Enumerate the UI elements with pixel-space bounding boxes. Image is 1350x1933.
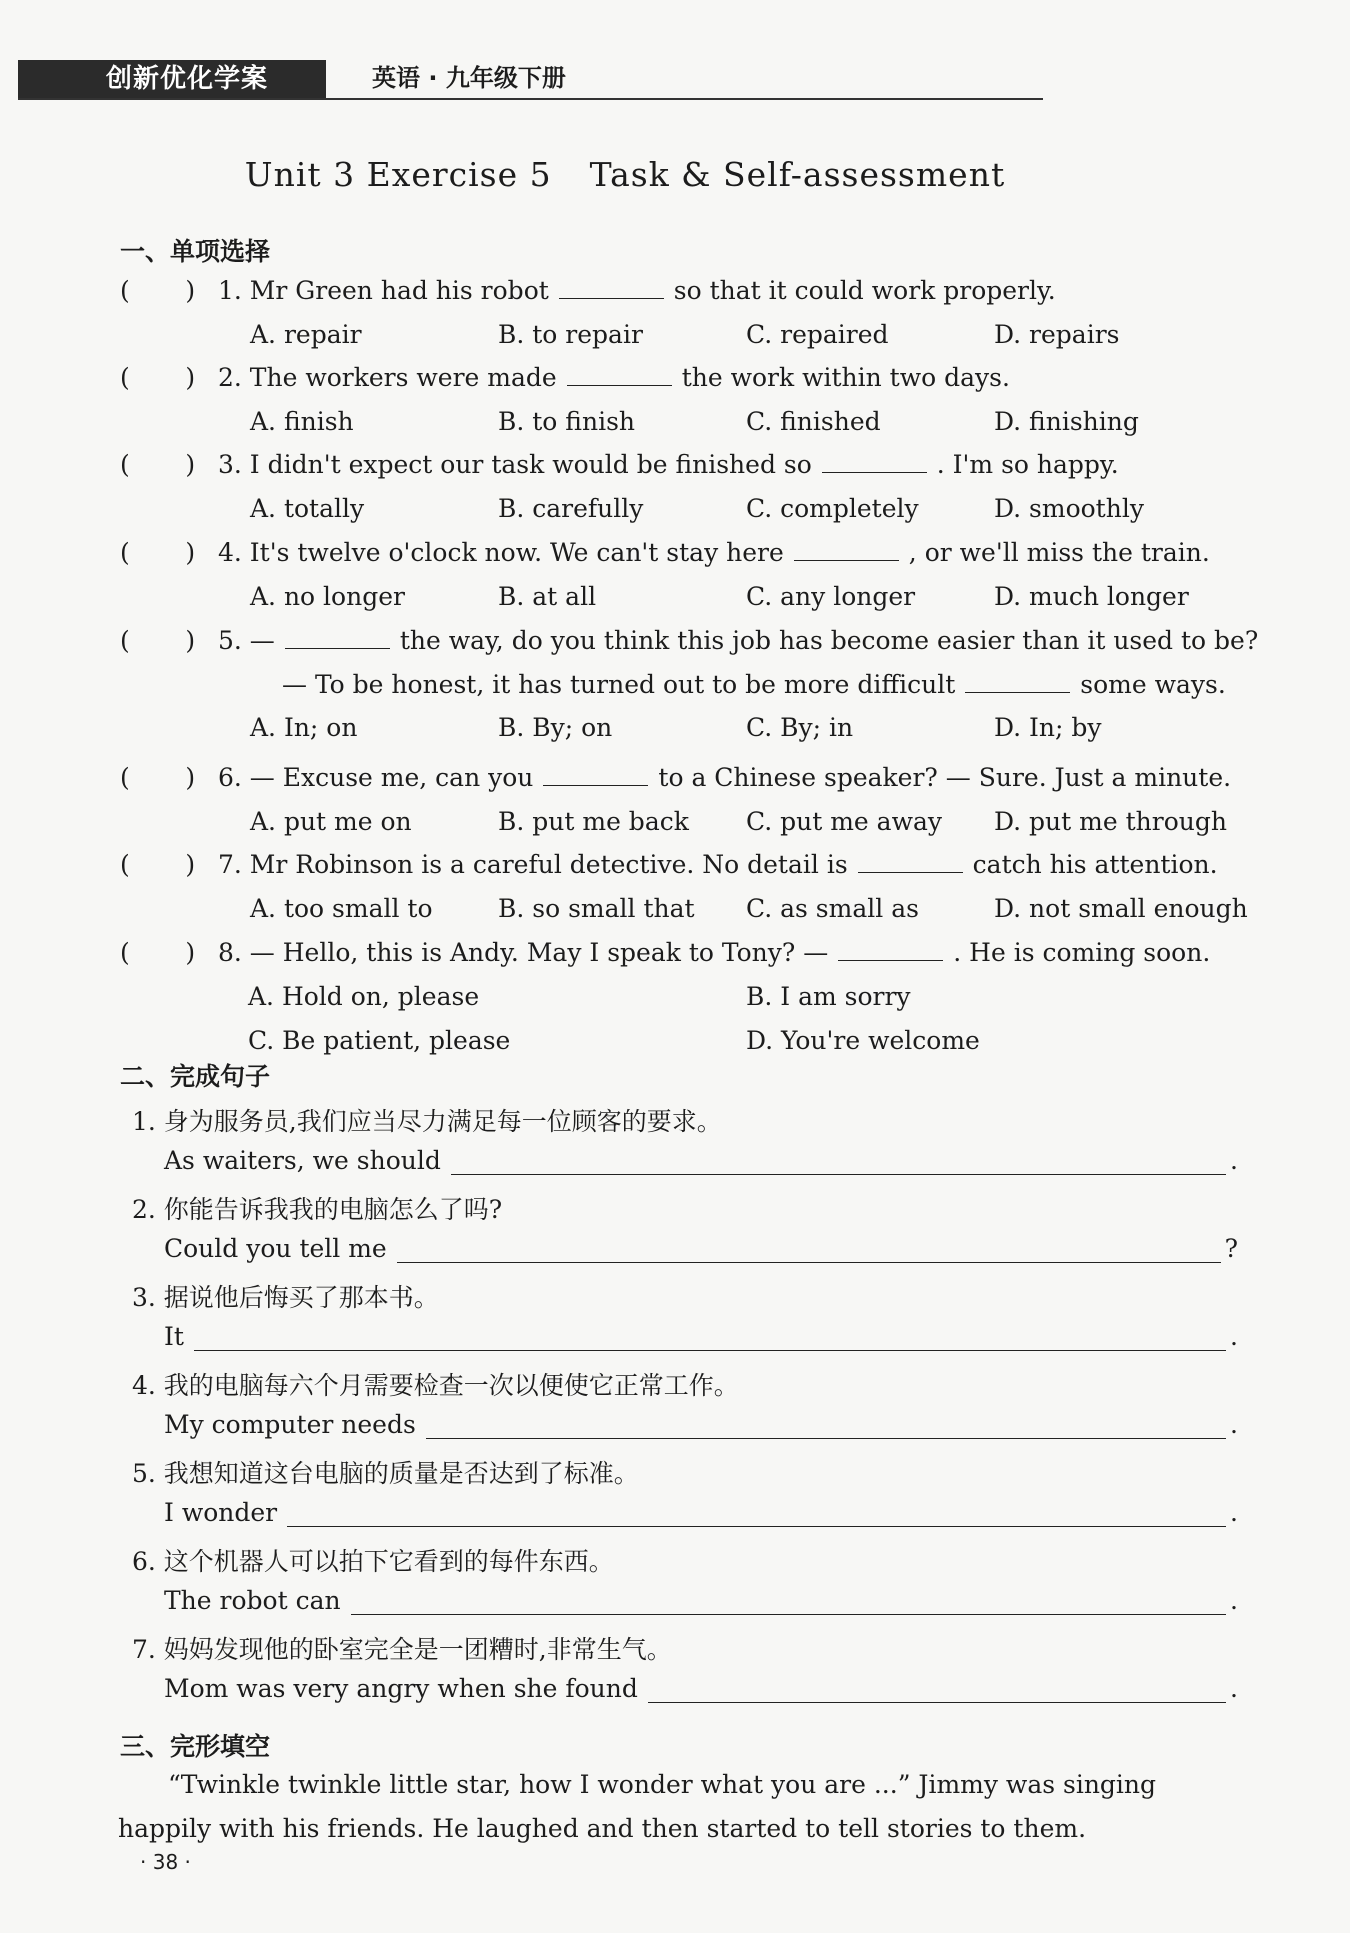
answer-parentheses[interactable]: ( ) (120, 763, 196, 792)
question-5-line2 (282, 670, 1226, 699)
option-d: D. In; by (994, 713, 1102, 742)
answer-line[interactable] (648, 1676, 1226, 1703)
option-b: B. so small that (498, 894, 695, 923)
question-reply-end: some ways. (1080, 670, 1226, 699)
section-heading-cloze: 三、完形填空 (120, 1732, 271, 1761)
answer-parentheses[interactable]: ( ) (120, 276, 196, 305)
sentence-start: Could you tell me (164, 1234, 387, 1263)
question-reply: — To be honest, it has turned out to be more difficult (282, 670, 956, 699)
question-stem-end: the way, do you think this job has become easier than it used to be? (399, 626, 1259, 655)
option-c: C. as small as (746, 894, 919, 923)
answer-parentheses[interactable]: ( ) (120, 363, 196, 392)
sentence-start: Mom was very angry when she found (164, 1674, 638, 1703)
option-d: D. finishing (994, 407, 1139, 436)
question-stem: 8. — Hello, this is Andy. May I speak to Tony? — (218, 938, 829, 967)
option-c: C. repaired (746, 320, 889, 349)
english-sentence (164, 1234, 1238, 1263)
answer-parentheses[interactable]: ( ) (120, 538, 196, 567)
option-d: D. not small enough (994, 894, 1248, 923)
answer-line[interactable] (397, 1236, 1221, 1263)
option-b: B. to finish (498, 407, 636, 436)
question-stem-end: the work within two days. (681, 363, 1010, 392)
question-stem: 1. Mr Green had his robot (218, 276, 549, 305)
answer-blank[interactable] (965, 691, 1070, 693)
chinese-prompt: 6. 这个机器人可以拍下它看到的每件东西。 (132, 1547, 614, 1576)
option-c: C. completely (746, 494, 919, 523)
option-d: D. repairs (994, 320, 1120, 349)
question-stem: 6. — Excuse me, can you (218, 763, 534, 792)
question-6 (120, 763, 1231, 792)
title-exercise: Unit 3 Exercise 5 (244, 155, 552, 194)
option-d: D. put me through (994, 807, 1227, 836)
option-c: C. Be patient, please (248, 1026, 511, 1055)
answer-blank[interactable] (559, 297, 664, 299)
question-stem: 5. — (218, 626, 275, 655)
option-b: B. at all (498, 582, 597, 611)
option-a: A. Hold on, please (248, 982, 480, 1011)
answer-blank[interactable] (838, 959, 943, 961)
sentence-end: . (1230, 1498, 1238, 1527)
question-stem-end: to a Chinese speaker? — Sure. Just a minute. (658, 763, 1232, 792)
question-8 (120, 938, 1210, 967)
answer-line[interactable] (351, 1588, 1226, 1615)
chinese-prompt: 5. 我想知道这台电脑的质量是否达到了标准。 (132, 1459, 639, 1488)
answer-line[interactable] (451, 1148, 1226, 1175)
answer-line[interactable] (426, 1412, 1226, 1439)
sentence-start: My computer needs (164, 1410, 416, 1439)
question-2 (120, 363, 1010, 392)
english-sentence (164, 1410, 1238, 1439)
english-sentence (164, 1498, 1238, 1527)
option-d: D. You're welcome (746, 1026, 980, 1055)
option-a: A. no longer (250, 582, 405, 611)
question-stem: 4. It's twelve o'clock now. We can't stay here (218, 538, 784, 567)
header-divider (18, 98, 1043, 100)
brand-logo: 创新优化学案 (18, 60, 326, 98)
question-stem-end: , or we'll miss the train. (908, 538, 1210, 567)
answer-blank[interactable] (822, 471, 927, 473)
sentence-end: ? (1224, 1234, 1238, 1263)
answer-blank[interactable] (794, 559, 899, 561)
option-c: C. put me away (746, 807, 943, 836)
sentence-start: As waiters, we should (164, 1146, 441, 1175)
header-subject: 英语 · 九年级下册 (372, 64, 566, 92)
chinese-prompt: 2. 你能告诉我我的电脑怎么了吗? (132, 1195, 503, 1224)
question-stem: 2. The workers were made (218, 363, 557, 392)
sentence-start: The robot can (164, 1586, 341, 1615)
option-b: B. carefully (498, 494, 644, 523)
section-heading-choice: 一、单项选择 (120, 237, 271, 266)
answer-line[interactable] (194, 1324, 1226, 1351)
chinese-prompt: 4. 我的电脑每六个月需要检查一次以便使它正常工作。 (132, 1371, 739, 1400)
option-c: C. any longer (746, 582, 916, 611)
answer-blank[interactable] (543, 784, 648, 786)
cloze-paragraph: “Twinkle twinkle little star, how I wonder what you are ...” Jimmy was singing happily with his friends. He laughed and then started to tell stories to them. (118, 1770, 1157, 1843)
english-sentence (164, 1322, 1238, 1351)
option-a: A. too small to (250, 894, 433, 923)
sentence-end: . (1230, 1586, 1238, 1615)
sentence-end: . (1230, 1410, 1238, 1439)
answer-blank[interactable] (567, 384, 672, 386)
title-topic: Task & Self-assessment (589, 155, 1006, 194)
english-sentence (164, 1146, 1238, 1175)
option-a: A. repair (250, 320, 362, 349)
chinese-prompt: 1. 身为服务员,我们应当尽力满足每一位顾客的要求。 (132, 1107, 722, 1136)
question-stem-end: so that it could work properly. (673, 276, 1056, 305)
page-title (0, 155, 1350, 194)
option-c: C. finished (746, 407, 881, 436)
question-stem-end: . I'm so happy. (936, 450, 1119, 479)
sentence-end: . (1230, 1322, 1238, 1351)
chinese-prompt: 7. 妈妈发现他的卧室完全是一团糟时,非常生气。 (132, 1635, 672, 1664)
english-sentence (164, 1586, 1238, 1615)
question-3 (120, 450, 1119, 479)
sentence-start: It (164, 1322, 184, 1351)
answer-parentheses[interactable]: ( ) (120, 850, 196, 879)
question-5 (120, 626, 1258, 655)
answer-line[interactable] (287, 1500, 1226, 1527)
option-a: A. In; on (250, 713, 358, 742)
option-a: A. put me on (250, 807, 412, 836)
option-b: B. put me back (498, 807, 689, 836)
question-4 (120, 538, 1210, 567)
question-stem-end: catch his attention. (972, 850, 1218, 879)
answer-blank[interactable] (858, 871, 963, 873)
page-number: · 38 · (140, 1850, 191, 1874)
option-b: B. By; on (498, 713, 613, 742)
sentence-end: . (1230, 1674, 1238, 1703)
answer-blank[interactable] (285, 647, 390, 649)
chinese-prompt: 3. 据说他后悔买了那本书。 (132, 1283, 439, 1312)
option-d: D. smoothly (994, 494, 1144, 523)
option-a: A. finish (250, 407, 354, 436)
question-stem-end: . He is coming soon. (953, 938, 1211, 967)
english-sentence (164, 1674, 1238, 1703)
answer-parentheses[interactable]: ( ) (120, 450, 196, 479)
option-a: A. totally (250, 494, 365, 523)
question-7 (120, 850, 1218, 879)
question-1 (120, 276, 1056, 305)
sentence-end: . (1230, 1146, 1238, 1175)
option-c: C. By; in (746, 713, 854, 742)
option-b: B. I am sorry (746, 982, 911, 1011)
question-stem: 3. I didn't expect our task would be finished so (218, 450, 812, 479)
answer-parentheses[interactable]: ( ) (120, 938, 196, 967)
answer-parentheses[interactable]: ( ) (120, 626, 196, 655)
option-b: B. to repair (498, 320, 643, 349)
question-stem: 7. Mr Robinson is a careful detective. No detail is (218, 850, 848, 879)
option-d: D. much longer (994, 582, 1189, 611)
section-heading-sentences: 二、完成句子 (120, 1062, 271, 1091)
sentence-start: I wonder (164, 1498, 278, 1527)
